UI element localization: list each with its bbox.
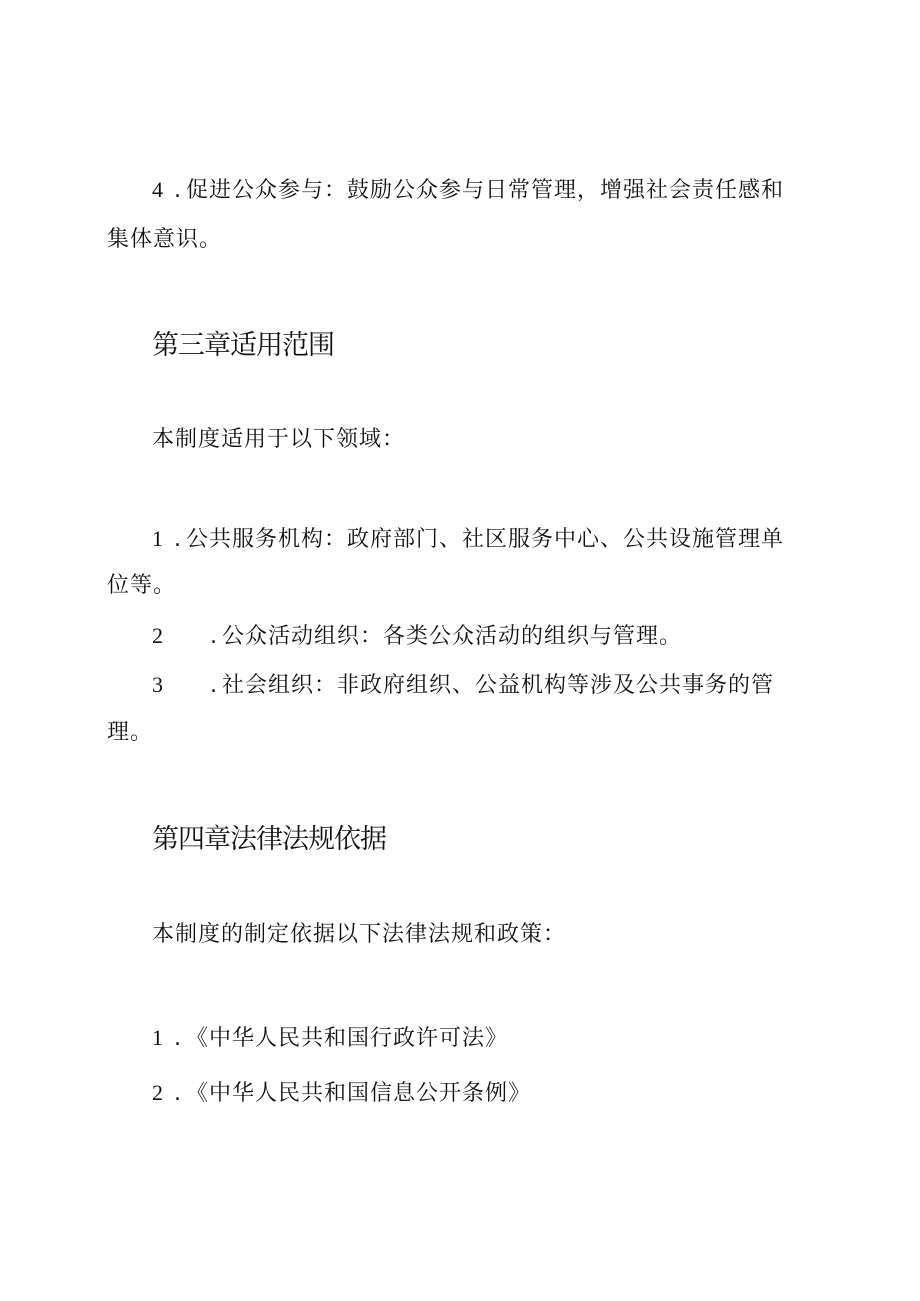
list-item-number: 3	[152, 672, 164, 697]
list-item-dot: .	[174, 527, 182, 552]
list-item-dot: .	[174, 1026, 182, 1051]
list-item-dot: .	[210, 624, 218, 649]
list-item-text: 公众活动组织：各类公众活动的组织与管理。	[222, 624, 683, 649]
chapter-4-item-1	[152, 1024, 508, 1053]
chapter-3-item-1-line2	[107, 572, 176, 600]
list-item-text: 社会组织：非政府组织、公益机构等涉及公共事务的管	[222, 673, 775, 698]
chapter-3-item-2	[152, 622, 682, 651]
list-item-dot: .	[210, 673, 218, 698]
chapter-3-intro: 本制度适用于以下领域：	[152, 427, 406, 452]
list-item-text: 《中华人民共和国行政许可法》	[186, 1026, 509, 1051]
list-item-number: 2	[152, 1080, 164, 1105]
list-item-text: 《中华人民共和国信息公开条例》	[186, 1081, 532, 1106]
list-item-number: 1	[152, 1025, 164, 1050]
chapter-4-title: 第四章法律法规依据	[152, 824, 386, 855]
chapter-3-title: 第三章适用范围	[152, 330, 334, 361]
list-item-number: 4	[152, 177, 164, 202]
list-item-4-line1	[152, 176, 784, 205]
list-item-dot: .	[174, 1081, 182, 1106]
list-item-text-continued: 位等。	[107, 573, 177, 598]
list-item-text: 促进公众参与：鼓励公众参与日常管理，增强社会责任感和	[186, 178, 785, 203]
chapter-4-item-2	[152, 1079, 531, 1108]
list-item-number: 1	[152, 526, 164, 551]
chapter-3-item-1-line1	[152, 525, 784, 554]
list-item-dot: .	[174, 178, 182, 203]
list-item-text: 公共服务机构：政府部门、社区服务中心、公共设施管理单	[186, 527, 785, 552]
chapter-4-intro: 本制度的制定依据以下法律法规和政策：	[152, 922, 567, 947]
list-item-text-continued: 理。	[107, 720, 154, 745]
list-item-4-line2	[107, 226, 222, 254]
chapter-3-item-3-line1	[152, 671, 774, 700]
chapter-3-item-3-line2	[107, 719, 153, 747]
list-item-number: 2	[152, 623, 164, 648]
list-item-text-continued: 集体意识。	[107, 227, 223, 252]
